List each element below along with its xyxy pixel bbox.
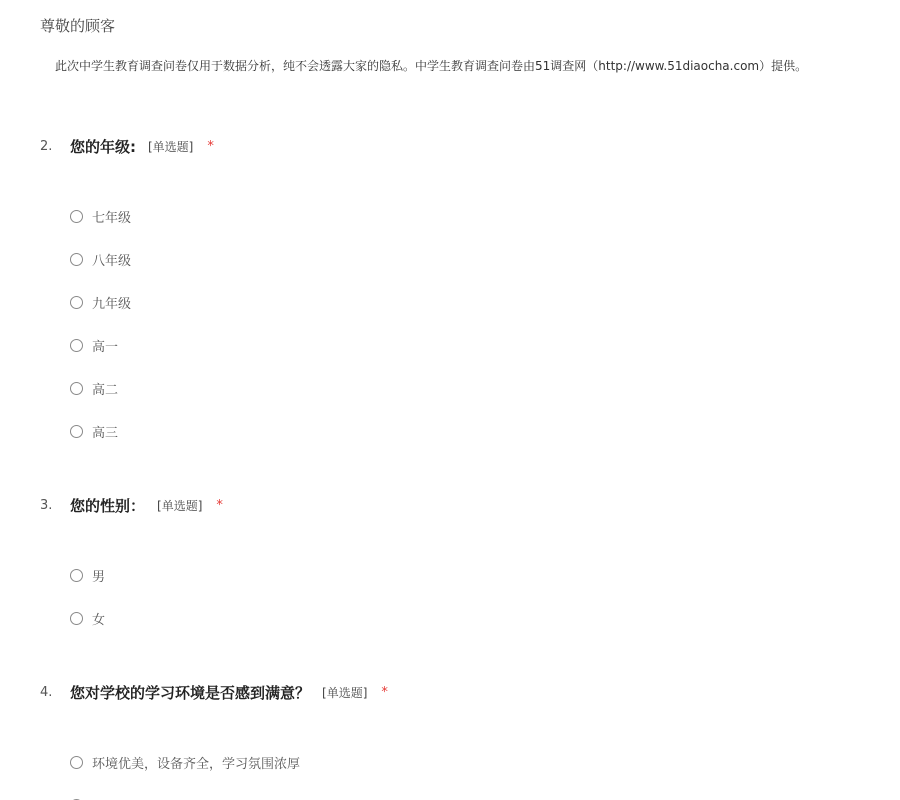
option-grade-12[interactable] <box>70 410 131 453</box>
option-grade-9[interactable] <box>70 281 131 324</box>
question-type-label: [单选题] <box>157 498 203 513</box>
option-label: 环境优美，设备齐全，学习氛围浓厚 <box>92 757 301 772</box>
question-header <box>40 492 880 518</box>
option-grade-10[interactable] <box>70 324 131 367</box>
radio-button[interactable] <box>70 382 83 395</box>
question-title: 您的年级: <box>70 137 136 156</box>
option-environment-next[interactable] <box>70 784 300 800</box>
option-label: 高一 <box>92 340 119 355</box>
option-label: 七年级 <box>92 211 132 226</box>
radio-button[interactable] <box>70 425 83 438</box>
required-marker: * <box>207 138 214 154</box>
required-marker: * <box>381 684 388 700</box>
question-number: 3. <box>40 497 53 513</box>
option-environment-excellent[interactable] <box>70 741 300 784</box>
options-environment <box>70 741 300 800</box>
option-grade-7[interactable] <box>70 195 131 238</box>
question-environment <box>40 679 880 705</box>
question-header <box>40 679 880 705</box>
option-label: 高三 <box>92 426 119 441</box>
option-label: 男 <box>92 570 106 585</box>
option-label: 九年级 <box>92 297 132 312</box>
required-marker: * <box>216 497 223 513</box>
question-type-label: [单选题] <box>148 139 194 154</box>
question-type-label: [单选题] <box>322 685 368 700</box>
radio-button[interactable] <box>70 253 83 266</box>
radio-button[interactable] <box>70 612 83 625</box>
options-gender <box>70 554 105 640</box>
question-grade <box>40 133 880 159</box>
option-grade-8[interactable] <box>70 238 131 281</box>
question-title: 您的性别： <box>70 496 146 515</box>
survey-intro-text: 此次中学生教育调查问卷仅用于数据分析，纯不会透露大家的隐私。中学生教育调查问卷由51调查网（http://www.51diaocha.com）提供。 <box>55 59 808 73</box>
question-number: 4. <box>40 684 53 700</box>
option-label: 女 <box>92 613 106 628</box>
radio-button[interactable] <box>70 296 83 309</box>
radio-button[interactable] <box>70 569 83 582</box>
options-grade <box>70 195 131 453</box>
option-gender-male[interactable] <box>70 554 105 597</box>
radio-button[interactable] <box>70 339 83 352</box>
radio-button[interactable] <box>70 756 83 769</box>
greeting-heading: 尊敬的顾客 <box>40 17 116 35</box>
question-gender <box>40 492 880 518</box>
question-header <box>40 133 880 159</box>
option-grade-11[interactable] <box>70 367 131 410</box>
option-label: 八年级 <box>92 254 132 269</box>
option-gender-female[interactable] <box>70 597 105 640</box>
radio-button[interactable] <box>70 210 83 223</box>
question-title: 您对学校的学习环境是否感到满意？ <box>70 683 311 702</box>
question-number: 2. <box>40 138 53 154</box>
option-label: 高二 <box>92 383 119 398</box>
